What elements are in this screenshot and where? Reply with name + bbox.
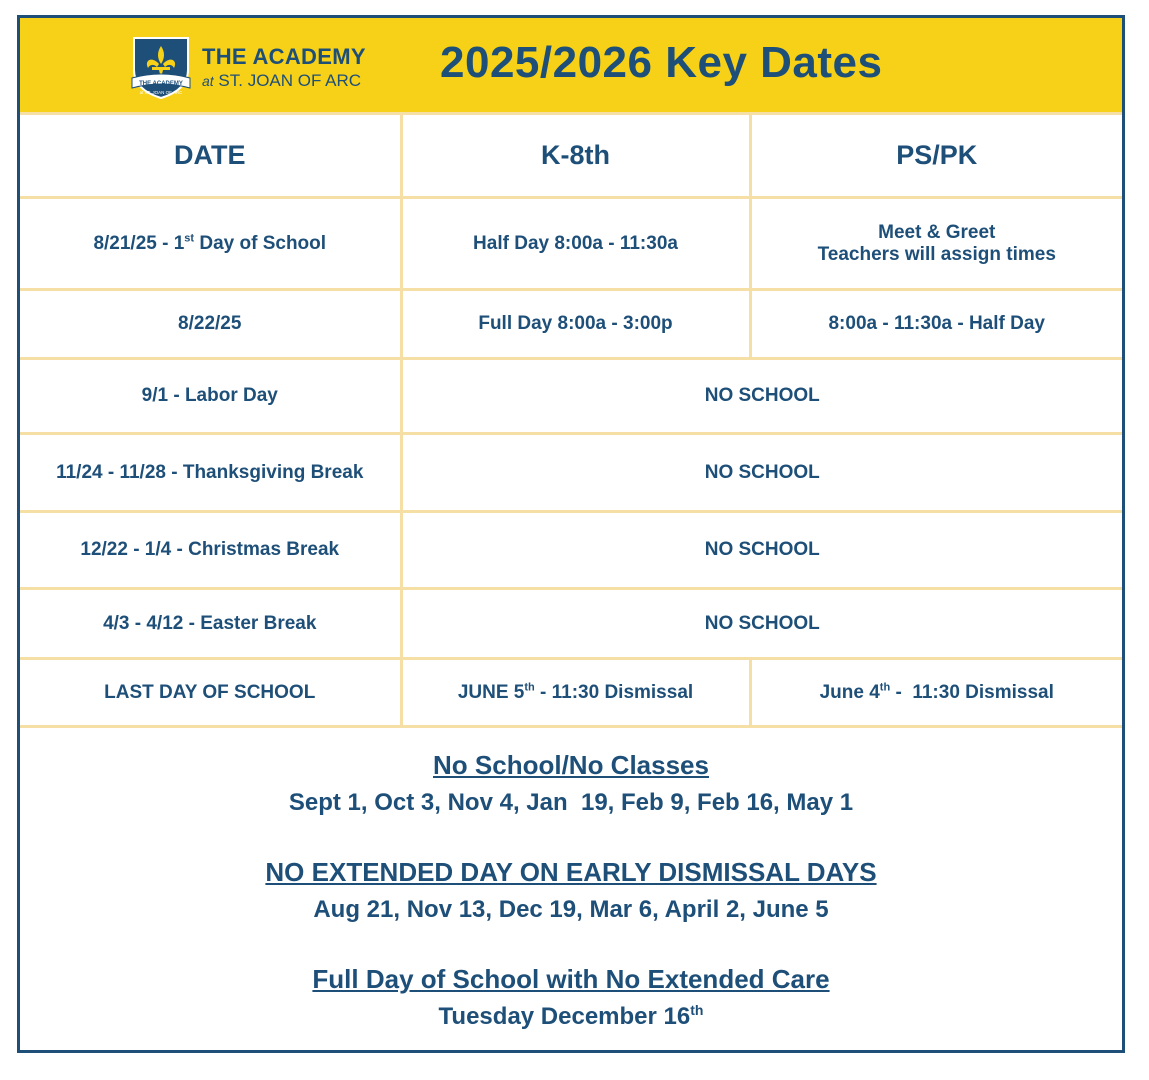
date-cell: 9/1 - Labor Day: [20, 359, 401, 434]
pspk-cell: 8:00a - 11:30a - Half Day: [750, 290, 1122, 359]
date-cell: 8/21/25 - 1st Day of School: [20, 198, 401, 290]
header-banner: [20, 18, 1122, 115]
table-row: [20, 198, 1122, 290]
column-header-k8: K-8th: [401, 114, 750, 198]
pspk-cell: June 4th - 11:30 Dismissal: [750, 659, 1122, 727]
fleur-de-lis-shield-icon: [130, 34, 192, 100]
date-cell: 8/22/25: [20, 290, 401, 359]
column-header-date: DATE: [20, 114, 401, 198]
logo-school-name: THE ACADEMY: [202, 44, 366, 69]
logo-sub-name: ST. JOAN OF ARC: [218, 71, 362, 90]
key-dates-document: [17, 15, 1125, 1053]
notes-section: [20, 748, 1122, 1031]
key-dates-table: [20, 112, 1122, 728]
no-school-cell: NO SCHOOL: [401, 434, 1122, 512]
table-header-row: [20, 114, 1122, 198]
note-value-early-dismissal: Aug 21, Nov 13, Dec 19, Mar 6, April 2, June 5: [313, 896, 829, 923]
table-row: [20, 359, 1122, 434]
no-school-cell: NO SCHOOL: [401, 589, 1122, 659]
column-header-pspk: PS/PK: [750, 114, 1122, 198]
date-cell: 12/22 - 1/4 - Christmas Break: [20, 512, 401, 589]
date-cell: LAST DAY OF SCHOOL: [20, 659, 401, 727]
no-school-cell: NO SCHOOL: [401, 359, 1122, 434]
table-row: [20, 589, 1122, 659]
pspk-cell: Meet & Greet Teachers will assign times: [750, 198, 1122, 290]
note-value-full-day: Tuesday December 16th: [438, 1002, 704, 1030]
note-heading-no-extended-day: NO EXTENDED DAY ON EARLY DISMISSAL DAYS: [265, 857, 877, 887]
date-cell: 4/3 - 4/12 - Easter Break: [20, 589, 401, 659]
shield-banner-subtext: at ST. JOAN OF ARC: [139, 90, 183, 95]
note-heading-full-day: Full Day of School with No Extended Care: [312, 964, 830, 994]
logo-school-subname: [202, 71, 361, 91]
page-title: 2025/2026 Key Dates: [440, 38, 883, 87]
date-cell: 11/24 - 11/28 - Thanksgiving Break: [20, 434, 401, 512]
note-heading-no-school: No School/No Classes: [433, 750, 709, 780]
k8-cell: Full Day 8:00a - 3:00p: [401, 290, 750, 359]
table-row: [20, 512, 1122, 589]
table-row: [20, 290, 1122, 359]
table-row: [20, 434, 1122, 512]
note-value-no-school: Sept 1, Oct 3, Nov 4, Jan 19, Feb 9, Feb 16, May 1: [288, 789, 854, 816]
logo-sub-prefix: at: [202, 73, 214, 89]
academy-logo: [130, 34, 385, 100]
k8-cell: JUNE 5th - 11:30 Dismissal: [401, 659, 750, 727]
no-school-cell: NO SCHOOL: [401, 512, 1122, 589]
shield-banner-text: THE ACADEMY: [139, 81, 183, 87]
table-row: [20, 659, 1122, 727]
k8-cell: Half Day 8:00a - 11:30a: [401, 198, 750, 290]
